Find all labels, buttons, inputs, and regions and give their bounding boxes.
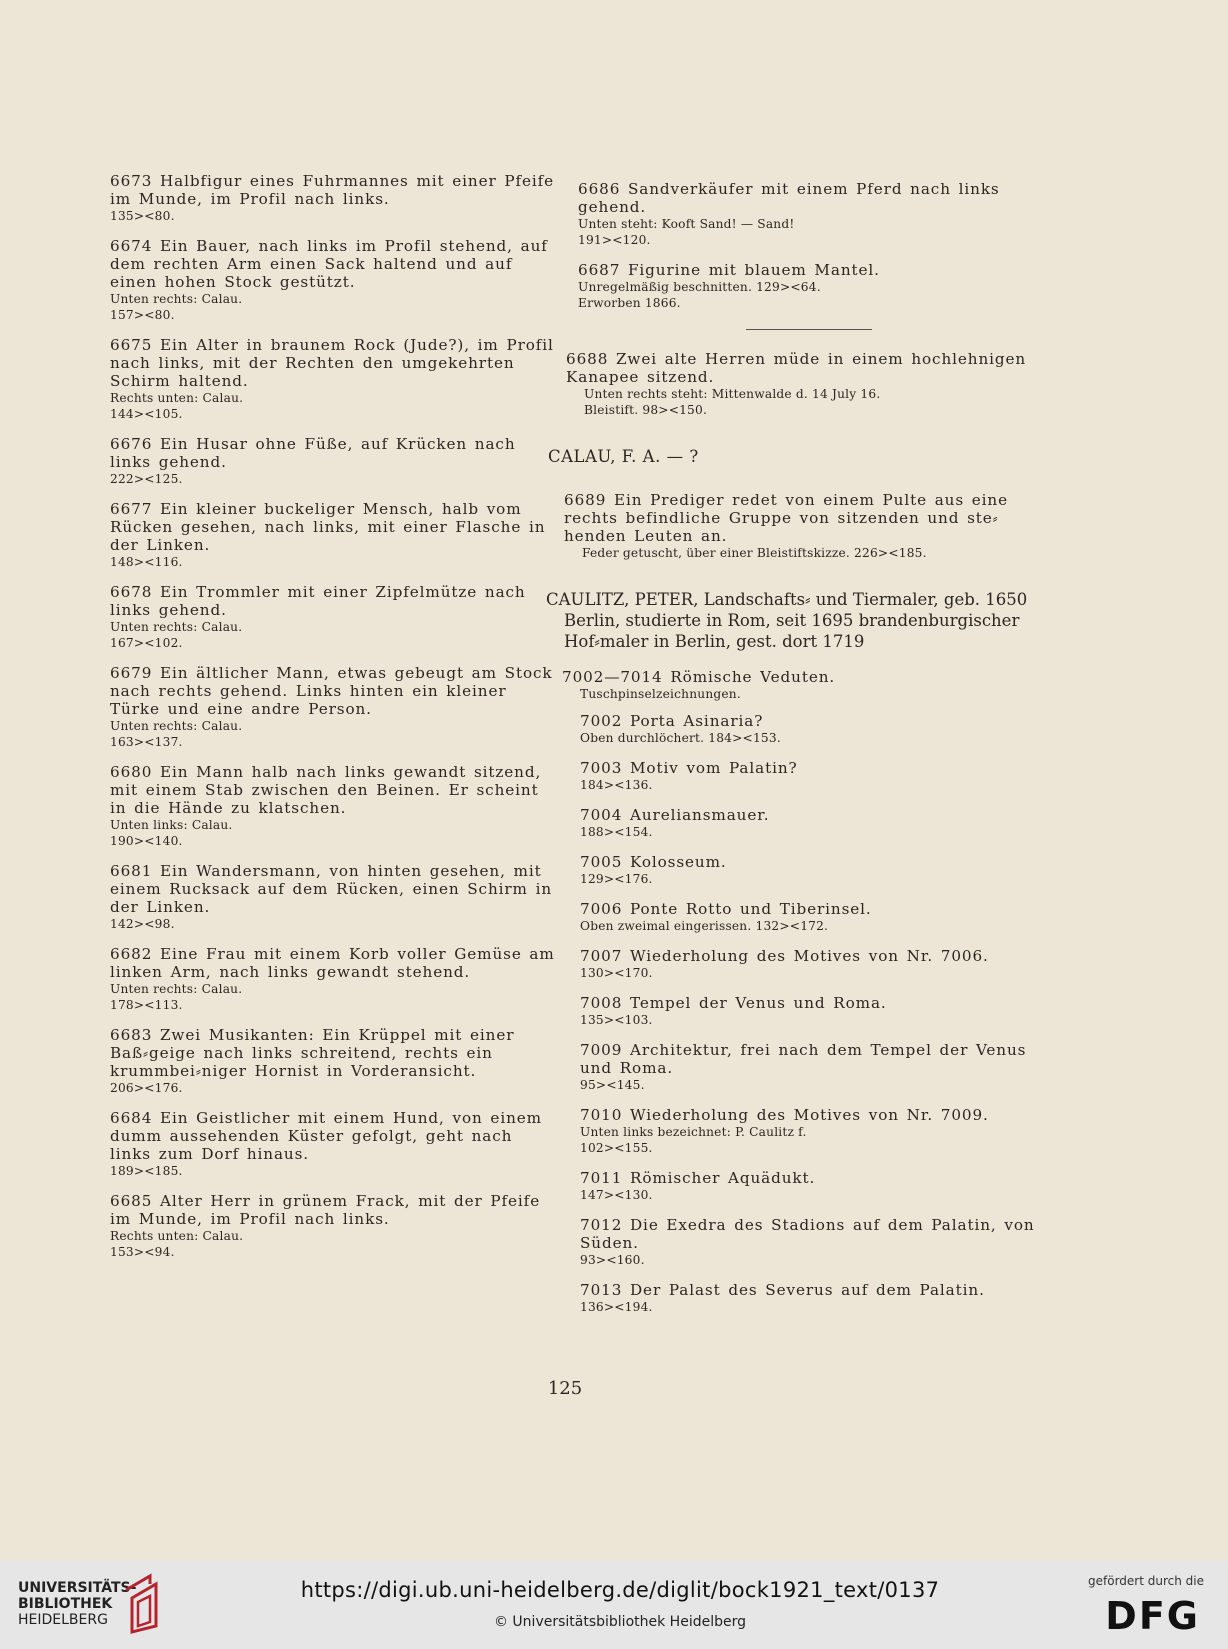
entry-title: 6682 Eine Frau mit einem Korb voller Gemüse am linken Arm, nach links gewandt stehend. bbox=[110, 945, 555, 981]
catalog-entry bbox=[110, 664, 560, 750]
entry-note: 147><130. bbox=[580, 1188, 653, 1202]
library-logo-text bbox=[18, 1580, 136, 1628]
entry-title: 6678 Ein Trommler mit einer Zipfelmütze nach links gehend. bbox=[110, 583, 526, 619]
entry-note: Rechts unten: Calau. bbox=[110, 391, 244, 405]
entry-note: 191><120. bbox=[578, 233, 651, 247]
copyright-text: © Universitätsbibliothek Heidelberg bbox=[493, 1614, 746, 1630]
entry-title: 6685 Alter Herr in grünem Frack, mit der Pfeife im Munde, im Profil nach links. bbox=[110, 1192, 541, 1228]
section-divider bbox=[746, 329, 872, 330]
entry-note: 188><154. bbox=[580, 825, 653, 839]
entry-note: Unten rechts: Calau. bbox=[110, 719, 243, 733]
entry-note: 142><98. bbox=[110, 917, 175, 931]
catalog-entry bbox=[110, 583, 560, 651]
catalog-entry bbox=[580, 1281, 1038, 1315]
catalog-entry bbox=[110, 1192, 560, 1260]
catalog-entry bbox=[580, 806, 1038, 840]
entry-title: 6689 Ein Prediger redet von einem Pulte aus eine rechts befindliche Gruppe von sitzenden und ste⸗henden Leuten an. bbox=[564, 491, 1008, 545]
entry-title: 7006 Ponte Rotto und Tiberinsel. bbox=[580, 900, 872, 918]
artist-heading-continuation: Berlin, studierte in Rom, seit 1695 brandenburgischer Hof⸗maler in Berlin, gest. dort 1719 bbox=[564, 611, 1020, 651]
entry-note: Erworben 1866. bbox=[578, 296, 681, 310]
entry-title: 7005 Kolosseum. bbox=[580, 853, 727, 871]
entry-note: 190><140. bbox=[110, 834, 183, 848]
document-url-link[interactable]: https://digi.ub.uni-heidelberg.de/diglit/bock1921_text/0137 bbox=[300, 1578, 940, 1602]
entry-note: 178><113. bbox=[110, 998, 183, 1012]
entry-note: 93><160. bbox=[580, 1253, 645, 1267]
logo-line-2: BIBLIOTHEK bbox=[18, 1596, 113, 1612]
entry-note: 135><103. bbox=[580, 1013, 653, 1027]
entry-title: 7004 Aureliansmauer. bbox=[580, 806, 770, 824]
entry-note: 184><136. bbox=[580, 778, 653, 792]
entry-title: 7012 Die Exedra des Stadions auf dem Palatin, von Süden. bbox=[580, 1216, 1035, 1252]
catalog-entry bbox=[110, 945, 560, 1013]
catalog-entry bbox=[110, 500, 560, 570]
entry-note: Unregelmäßig beschnitten. 129><64. bbox=[578, 280, 821, 294]
entry-note: 135><80. bbox=[110, 209, 175, 223]
left-column bbox=[110, 172, 560, 1273]
logo-line-3: HEIDELBERG bbox=[18, 1612, 108, 1628]
entry-title: 6675 Ein Alter in braunem Rock (Jude?), im Profil nach links, mit der Rechten den umgekehrten Schirm haltend. bbox=[110, 336, 554, 390]
entry-note: 167><102. bbox=[110, 636, 183, 650]
catalog-entry bbox=[580, 994, 1038, 1028]
entry-note: 95><145. bbox=[580, 1078, 645, 1092]
catalog-entry bbox=[110, 862, 560, 932]
catalog-entry-6688 bbox=[566, 350, 1038, 418]
catalog-entry bbox=[110, 172, 560, 224]
entry-title: 7011 Römischer Aquädukt. bbox=[580, 1169, 816, 1187]
entry-title: 7009 Architektur, frei nach dem Tempel der Venus und Roma. bbox=[580, 1041, 1027, 1077]
entry-title: 6679 Ein ältlicher Mann, etwas gebeugt am Stock nach rechts gehend. Links hinten ein kleiner Türke und eine andre Person. bbox=[110, 664, 553, 718]
catalog-entry bbox=[580, 712, 1038, 746]
entry-title: 6684 Ein Geistlicher mit einem Hund, von einem dumm aussehenden Küster gefolgt, geht nach links zum Dorf hinaus. bbox=[110, 1109, 542, 1163]
entry-note: 144><105. bbox=[110, 407, 183, 421]
entry-title: 6687 Figurine mit blauem Mantel. bbox=[578, 261, 880, 279]
entry-note: Unten rechts: Calau. bbox=[110, 292, 243, 306]
catalog-entry bbox=[110, 1109, 560, 1179]
right-entry-list-bottom bbox=[578, 712, 1038, 1315]
entry-note: Unten steht: Kooft Sand! — Sand! bbox=[578, 217, 795, 231]
artist-heading-first-line: CAULITZ, PETER, Landschafts⸗ und Tiermaler, geb. 1650 bbox=[546, 590, 1028, 609]
catalog-entry bbox=[110, 336, 560, 422]
entry-title: 6688 Zwei alte Herren müde in einem hochlehnigen Kanapee sitzend. bbox=[566, 350, 1027, 386]
entry-note: Unten rechts: Calau. bbox=[110, 620, 243, 634]
catalog-entry bbox=[578, 180, 1038, 248]
entry-title: 6680 Ein Mann halb nach links gewandt sitzend, mit einem Stab zwischen den Beinen. Er scheint in die Hände zu klatschen. bbox=[110, 763, 542, 817]
page-number: 125 bbox=[547, 1378, 583, 1399]
catalog-entry bbox=[580, 759, 1038, 793]
entry-note: Unten rechts steht: Mittenwalde d. 14 July 16. bbox=[584, 387, 881, 401]
artist-heading-calau: CALAU, F. A. — ? bbox=[548, 447, 699, 466]
left-entry-list bbox=[110, 172, 560, 1260]
entry-note: Unten rechts: Calau. bbox=[110, 982, 243, 996]
entry-title: 7013 Der Palast des Severus auf dem Palatin. bbox=[580, 1281, 985, 1299]
entry-note: Unten links: Calau. bbox=[110, 818, 233, 832]
entry-note: 130><170. bbox=[580, 966, 653, 980]
entry-note: 163><137. bbox=[110, 735, 183, 749]
entry-note: Rechts unten: Calau. bbox=[110, 1229, 244, 1243]
entry-title: 6676 Ein Husar ohne Füße, auf Krücken nach links gehend. bbox=[110, 435, 516, 471]
dfg-logo: DFG bbox=[1105, 1594, 1200, 1638]
entry-title: 7010 Wiederholung des Motives von Nr. 7009. bbox=[580, 1106, 989, 1124]
entry-note: 148><116. bbox=[110, 555, 183, 569]
entry-title: 7003 Motiv vom Palatin? bbox=[580, 759, 798, 777]
catalog-entry bbox=[580, 1106, 1038, 1156]
entry-note: 136><194. bbox=[580, 1300, 653, 1314]
catalog-entry bbox=[580, 1041, 1038, 1093]
entry-note: Unten links bezeichnet: P. Caulitz f. bbox=[580, 1125, 807, 1139]
group-header bbox=[562, 668, 1038, 702]
right-column bbox=[546, 180, 1038, 1328]
catalog-entry bbox=[580, 900, 1038, 934]
logo-line-1: UNIVERSITÄTS- bbox=[18, 1580, 137, 1596]
entry-title: 6677 Ein kleiner buckeliger Mensch, halb vom Rücken gesehen, nach links, mit einer Flasche in der Linken. bbox=[110, 500, 546, 554]
right-entry-list-top bbox=[578, 180, 1038, 311]
entry-title: 6674 Ein Bauer, nach links im Profil stehend, auf dem rechten Arm einen Sack haltend und auf einen hohen Stock gestützt. bbox=[110, 237, 548, 291]
group-title: 7002—7014 Römische Veduten. bbox=[562, 668, 836, 686]
entry-title: 7007 Wiederholung des Motives von Nr. 7006. bbox=[580, 947, 989, 965]
footer-bar bbox=[0, 1560, 1228, 1649]
entry-note: 102><155. bbox=[580, 1141, 653, 1155]
catalog-entry bbox=[110, 1026, 560, 1096]
catalog-entry bbox=[578, 261, 1038, 311]
catalog-entry-6689 bbox=[564, 491, 1038, 561]
entry-title: 6683 Zwei Musikanten: Ein Krüppel mit einer Baß⸗geige nach links schreitend, rechts ein krummbei⸗niger Hornist in Vorderansicht. bbox=[110, 1026, 515, 1080]
catalog-entry bbox=[110, 763, 560, 849]
entry-note: Feder getuscht, über einer Bleistiftskizze. 226><185. bbox=[582, 546, 927, 560]
entry-note: Oben durchlöchert. 184><153. bbox=[580, 731, 781, 745]
catalog-entry bbox=[580, 1216, 1038, 1268]
entry-title: 6673 Halbfigur eines Fuhrmannes mit einer Pfeife im Munde, im Profil nach links. bbox=[110, 172, 555, 208]
group-note: Tuschpinselzeichnungen. bbox=[580, 687, 741, 701]
entry-note: 206><176. bbox=[110, 1081, 183, 1095]
entry-note: 222><125. bbox=[110, 472, 183, 486]
entry-title: 6686 Sandverkäufer mit einem Pferd nach links gehend. bbox=[578, 180, 1000, 216]
entry-note: Oben zweimal eingerissen. 132><172. bbox=[580, 919, 829, 933]
entry-note: 129><176. bbox=[580, 872, 653, 886]
entry-note: 189><185. bbox=[110, 1164, 183, 1178]
catalog-entry bbox=[110, 237, 560, 323]
entry-note: 153><94. bbox=[110, 1245, 175, 1259]
catalog-entry bbox=[580, 1169, 1038, 1203]
entry-title: 7002 Porta Asinaria? bbox=[580, 712, 764, 730]
library-logo-icon bbox=[120, 1570, 164, 1636]
funding-label: gefördert durch die bbox=[1088, 1574, 1204, 1588]
entry-title: 7008 Tempel der Venus und Roma. bbox=[580, 994, 887, 1012]
catalog-entry bbox=[580, 853, 1038, 887]
entry-note: 157><80. bbox=[110, 308, 175, 322]
entry-note: Bleistift. 98><150. bbox=[584, 403, 708, 417]
entry-title: 6681 Ein Wandersmann, von hinten gesehen, mit einem Rucksack auf dem Rücken, einen Schirm in der Linken. bbox=[110, 862, 553, 916]
catalog-entry bbox=[580, 947, 1038, 981]
catalog-entry bbox=[110, 435, 560, 487]
artist-heading-caulitz bbox=[546, 589, 1038, 652]
